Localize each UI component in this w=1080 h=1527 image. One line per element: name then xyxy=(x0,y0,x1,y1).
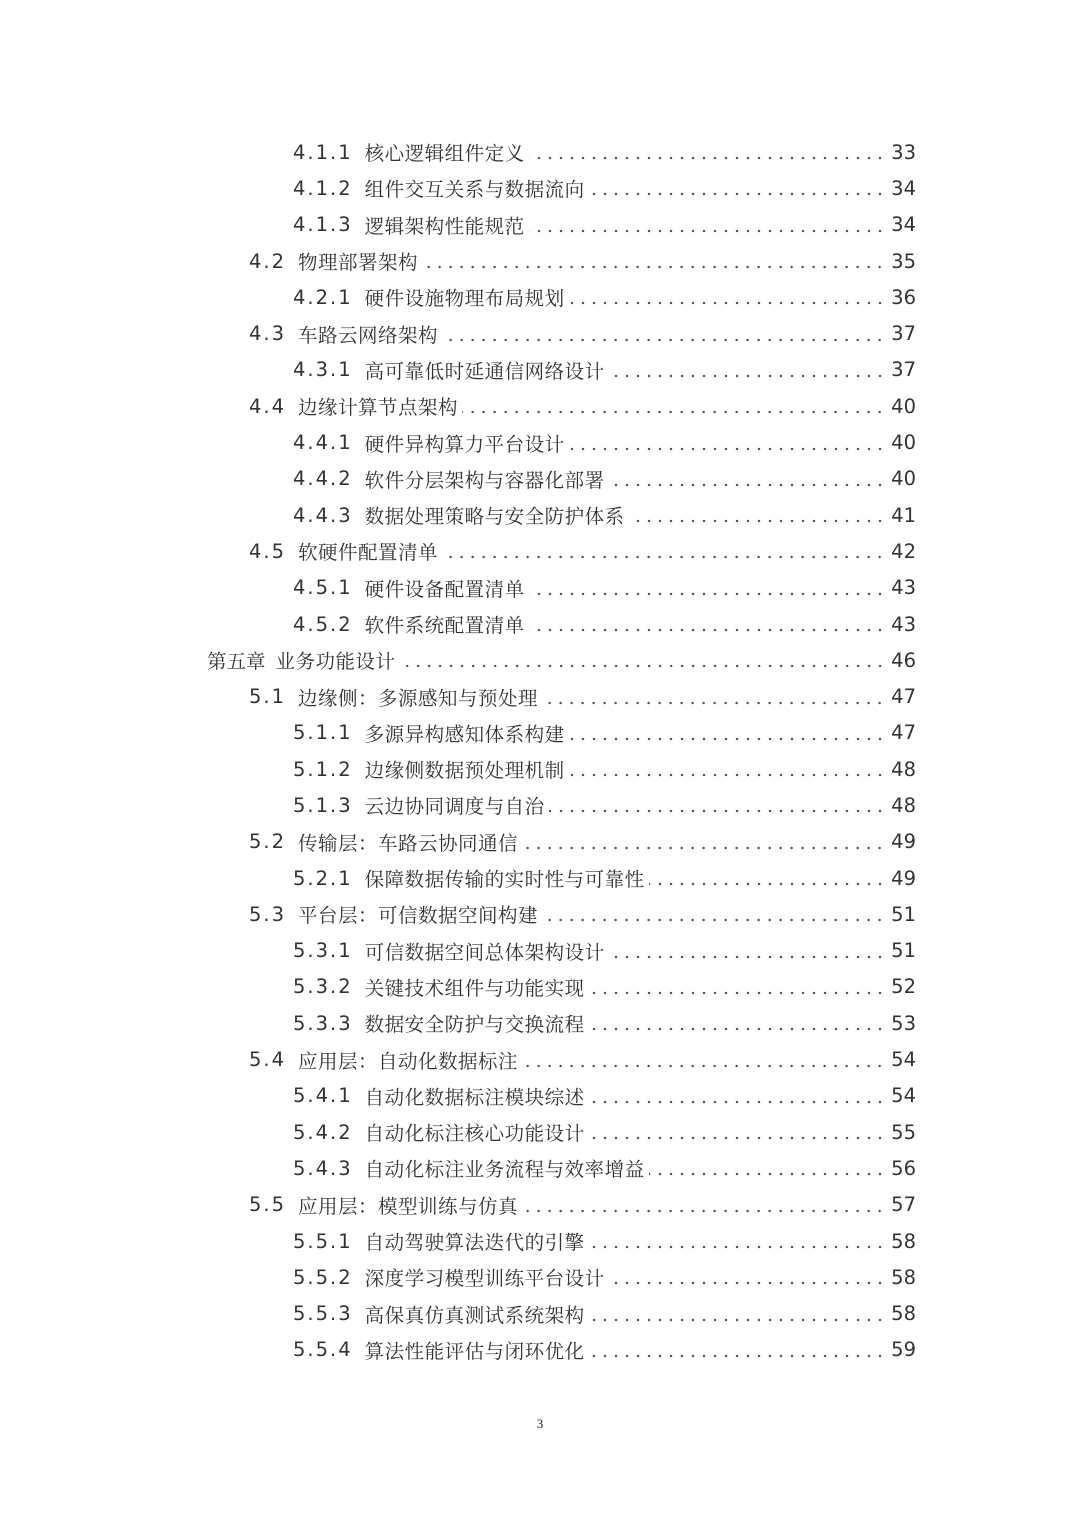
toc-entry-title: 深度学习模型训练平台设计 xyxy=(364,1267,605,1291)
toc-entry-page: 55 xyxy=(891,1120,916,1144)
toc-entry-title: 传输层：车路云协同通信 xyxy=(298,831,519,855)
toc-entry-title: 保障数据传输的实时性与可靠性 xyxy=(364,868,645,892)
toc-entry-title: 自动化标注核心功能设计 xyxy=(364,1122,585,1146)
toc-entry-title: 组件交互关系与数据流向 xyxy=(364,178,585,202)
toc-entry-title: 算法性能评估与闭环优化 xyxy=(364,1339,585,1363)
toc-entry-content xyxy=(249,388,916,424)
toc-entry-page: 47 xyxy=(891,721,916,745)
toc-entry-content xyxy=(293,424,916,460)
toc-entry-number: 4.5.2 xyxy=(293,612,353,636)
toc-entry-content xyxy=(293,969,916,1005)
toc-entry-number: 4.2 xyxy=(249,249,287,273)
toc-entry-page: 42 xyxy=(891,539,916,563)
toc-entry[interactable] xyxy=(0,1150,1080,1186)
toc-dot-leader xyxy=(542,918,885,922)
toc-entry-page: 48 xyxy=(891,757,916,781)
toc-dot-leader xyxy=(569,773,886,777)
toc-entry-content xyxy=(293,170,916,206)
toc-dot-leader xyxy=(589,1136,886,1140)
toc-entry-title: 平台层：可信数据空间构建 xyxy=(298,904,539,928)
toc-entry[interactable] xyxy=(0,207,1080,243)
toc-entry-page: 37 xyxy=(891,322,916,346)
toc-entry-number: 5.3.3 xyxy=(293,1011,353,1035)
toc-entry-title: 高可靠低时延通信网络设计 xyxy=(364,359,605,383)
toc-dot-leader xyxy=(569,447,886,451)
toc-entry-title: 高保真仿真测试系统架构 xyxy=(364,1303,585,1327)
toc-entry-content xyxy=(249,896,916,932)
toc-entry-title: 数据处理策略与安全防护体系 xyxy=(364,505,625,529)
toc-entry-number: 5.4.2 xyxy=(293,1120,353,1144)
toc-entry[interactable] xyxy=(0,860,1080,896)
toc-entry-number: 4.3 xyxy=(249,322,287,346)
toc-dot-leader xyxy=(529,628,886,632)
toc-entry-title: 自动化数据标注模块综述 xyxy=(364,1085,585,1109)
toc-entry-page: 46 xyxy=(891,648,916,672)
toc-entry-title: 逻辑架构性能规范 xyxy=(364,214,525,238)
toc-entry-number: 5.5.3 xyxy=(293,1302,353,1326)
toc-entry-title: 软件系统配置清单 xyxy=(364,614,525,637)
toc-entry-page: 33 xyxy=(891,140,916,164)
toc-entry[interactable] xyxy=(0,497,1080,533)
toc-entry-number: 4.5.1 xyxy=(293,576,353,600)
toc-dot-leader xyxy=(589,1027,886,1031)
toc-entry-page: 43 xyxy=(891,612,916,636)
toc-entry-content xyxy=(293,1259,916,1295)
toc-entry[interactable] xyxy=(0,424,1080,460)
toc-dot-leader xyxy=(442,555,885,559)
toc-entry-content xyxy=(293,860,916,896)
toc-dot-leader xyxy=(609,1281,886,1285)
toc-entry-number: 5.3.2 xyxy=(293,975,353,999)
toc-entry-title: 核心逻辑组件定义 xyxy=(364,142,525,166)
toc-entry-content xyxy=(293,1223,916,1259)
toc-entry-title: 业务功能设计 xyxy=(275,650,396,674)
toc-entry-content xyxy=(293,352,916,388)
toc-entry-content xyxy=(207,642,916,678)
toc-entry[interactable] xyxy=(0,461,1080,497)
toc-dot-leader xyxy=(589,1354,886,1358)
toc-entry-content xyxy=(249,533,916,569)
toc-entry-page: 57 xyxy=(891,1193,916,1217)
toc-entry-title: 应用层：模型训练与仿真 xyxy=(298,1194,519,1218)
toc-entry[interactable] xyxy=(0,243,1080,279)
toc-entry-number: 5.4.3 xyxy=(293,1156,353,1180)
toc-entry-page: 47 xyxy=(891,685,916,709)
toc-entry-number: 4.4 xyxy=(249,394,287,418)
toc-entry-page: 53 xyxy=(891,1011,916,1035)
toc-entry-number: 5.1.3 xyxy=(293,793,353,817)
toc-entry-content xyxy=(293,606,916,642)
toc-entry-number: 5.1.1 xyxy=(293,721,353,745)
toc-entry-title: 自动化标注业务流程与效率增益 xyxy=(364,1158,645,1182)
toc-entry[interactable] xyxy=(0,170,1080,206)
toc-entry-number: 4.3.1 xyxy=(293,358,353,382)
toc-entry-number: 4.4.2 xyxy=(293,467,353,491)
toc-dot-leader xyxy=(529,229,886,233)
toc-entry-number: 5.2 xyxy=(249,830,287,854)
toc-entry-number: 4.1.1 xyxy=(293,140,353,164)
toc-entry-page: 51 xyxy=(891,939,916,963)
toc-entry-page: 54 xyxy=(891,1048,916,1072)
toc-entry-content xyxy=(293,461,916,497)
toc-entry-content xyxy=(249,315,916,351)
toc-entry-content xyxy=(249,1187,916,1223)
toc-dot-leader xyxy=(422,265,885,269)
toc-entry-content xyxy=(249,824,916,860)
toc-dot-leader xyxy=(609,374,886,378)
toc-entry-content xyxy=(293,933,916,969)
toc-entry-title: 物理部署架构 xyxy=(298,251,419,275)
toc-entry-page: 40 xyxy=(891,431,916,455)
toc-entry[interactable] xyxy=(0,315,1080,351)
toc-dot-leader xyxy=(649,1172,886,1176)
toc-entry-page: 34 xyxy=(891,213,916,237)
toc-entry-title: 应用层：自动化数据标注 xyxy=(298,1049,519,1073)
toc-entry[interactable] xyxy=(0,896,1080,932)
toc-entry-title: 软件分层架构与容器化部署 xyxy=(364,468,605,492)
toc-entry[interactable] xyxy=(0,1259,1080,1295)
toc-entry-number: 第五章 xyxy=(207,650,266,674)
toc-entry[interactable] xyxy=(0,751,1080,787)
toc-dot-leader xyxy=(522,1209,885,1213)
toc-entry[interactable] xyxy=(0,1223,1080,1259)
toc-entry-page: 58 xyxy=(891,1302,916,1326)
toc-entry-title: 边缘侧数据预处理机制 xyxy=(364,759,565,783)
toc-entry[interactable] xyxy=(0,715,1080,751)
toc-dot-leader xyxy=(589,1100,886,1104)
toc-entry-title: 软硬件配置清单 xyxy=(298,541,439,565)
toc-entry-number: 4.1.2 xyxy=(293,176,353,200)
toc-entry-title: 可信数据空间总体架构设计 xyxy=(364,940,605,964)
toc-entry-content xyxy=(293,1296,916,1332)
toc-entry-content xyxy=(293,1078,916,1114)
toc-entry-number: 5.3 xyxy=(249,902,287,926)
toc-entry-title: 多源异构感知体系构建 xyxy=(364,722,565,746)
toc-dot-leader xyxy=(589,1245,886,1249)
toc-entry-content xyxy=(293,134,916,170)
toc-entry[interactable] xyxy=(0,134,1080,170)
toc-entry-number: 5.5.2 xyxy=(293,1265,353,1289)
toc-dot-leader xyxy=(589,1318,886,1322)
toc-dot-leader xyxy=(529,156,886,160)
toc-entry-content xyxy=(249,678,916,714)
toc-entry-page: 56 xyxy=(891,1156,916,1180)
toc-dot-leader xyxy=(542,701,885,705)
toc-entry-number: 5.5 xyxy=(249,1193,287,1217)
toc-entry-page: 58 xyxy=(891,1265,916,1289)
toc-entry-page: 40 xyxy=(891,467,916,491)
toc-entry[interactable] xyxy=(0,279,1080,315)
toc-entry-title: 云边协同调度与自治 xyxy=(364,795,545,819)
toc-entry[interactable] xyxy=(0,1296,1080,1332)
toc-entry-page: 40 xyxy=(891,394,916,418)
toc-entry-title: 边缘侧：多源感知与预处理 xyxy=(298,686,539,710)
toc-entry[interactable] xyxy=(0,388,1080,424)
toc-dot-leader xyxy=(649,882,886,886)
toc-dot-leader xyxy=(522,846,885,850)
toc-entry-title: 车路云网络架构 xyxy=(298,323,439,347)
toc-entry-number: 5.5.4 xyxy=(293,1338,353,1362)
toc-entry[interactable] xyxy=(0,678,1080,714)
toc-dot-leader xyxy=(609,955,886,959)
toc-entry-page: 58 xyxy=(891,1229,916,1253)
toc-entry[interactable] xyxy=(0,570,1080,606)
toc-dot-leader xyxy=(462,410,885,414)
toc-entry-number: 4.4.1 xyxy=(293,431,353,455)
toc-entry-number: 5.3.1 xyxy=(293,939,353,963)
toc-entry-content xyxy=(293,497,916,533)
toc-dot-leader xyxy=(400,664,886,668)
toc-entry-number: 4.4.3 xyxy=(293,503,353,527)
toc-entry[interactable] xyxy=(0,352,1080,388)
toc-entry-page: 52 xyxy=(891,975,916,999)
toc-entry-content xyxy=(293,1005,916,1041)
toc-entry-content xyxy=(293,1332,916,1368)
toc-dot-leader xyxy=(549,809,886,813)
toc-dot-leader xyxy=(442,338,885,342)
toc-entry-content xyxy=(249,1041,916,1077)
toc-entry[interactable] xyxy=(0,1078,1080,1114)
toc-entry-page: 59 xyxy=(891,1338,916,1362)
toc-entry-content xyxy=(293,207,916,243)
toc-entry[interactable] xyxy=(0,969,1080,1005)
toc-entry-page: 41 xyxy=(891,503,916,527)
toc-dot-leader xyxy=(522,1064,885,1068)
toc-entry[interactable] xyxy=(0,1332,1080,1368)
toc-entry[interactable] xyxy=(0,1187,1080,1223)
toc-dot-leader xyxy=(629,519,886,523)
toc-entry[interactable] xyxy=(0,1041,1080,1077)
toc-entry-title: 自动驾驶算法迭代的引擎 xyxy=(364,1231,585,1255)
page-number: 3 xyxy=(536,1416,544,1431)
toc-entry-content xyxy=(293,751,916,787)
toc-entry-title: 数据安全防护与交换流程 xyxy=(364,1013,585,1037)
toc-entry-number: 4.1.3 xyxy=(293,213,353,237)
toc-entry-content xyxy=(293,1114,916,1150)
toc-entry-number: 4.2.1 xyxy=(293,285,353,309)
toc-entry[interactable] xyxy=(0,606,1080,642)
toc-entry-page: 49 xyxy=(891,830,916,854)
toc-entry-page: 43 xyxy=(891,576,916,600)
toc-entry-page: 51 xyxy=(891,902,916,926)
toc-dot-leader xyxy=(569,737,886,741)
toc-entry[interactable] xyxy=(0,1005,1080,1041)
toc-entry[interactable] xyxy=(0,533,1080,569)
toc-entry-title: 硬件异构算力平台设计 xyxy=(364,432,565,456)
toc-entry-content xyxy=(249,243,916,279)
toc-entry-number: 5.1 xyxy=(249,685,287,709)
toc-dot-leader xyxy=(589,192,886,196)
toc-entry[interactable] xyxy=(0,933,1080,969)
toc-entry-title: 硬件设施物理布局规划 xyxy=(364,287,565,311)
toc-entry-page: 36 xyxy=(891,285,916,309)
toc-entry-number: 5.4 xyxy=(249,1048,287,1072)
toc-dot-leader xyxy=(589,991,886,995)
toc-entry-page: 48 xyxy=(891,793,916,817)
toc-entry-title: 边缘计算节点架构 xyxy=(298,396,459,420)
toc-entry-content xyxy=(293,570,916,606)
toc-entry-content xyxy=(293,715,916,751)
toc-entry-title: 关键技术组件与功能实现 xyxy=(364,976,585,1000)
toc-dot-leader xyxy=(609,483,886,487)
toc-entry[interactable] xyxy=(0,787,1080,823)
toc-entry-number: 5.5.1 xyxy=(293,1229,353,1253)
toc-entry[interactable] xyxy=(0,642,1080,678)
toc-entry[interactable] xyxy=(0,1114,1080,1150)
toc-entry-page: 37 xyxy=(891,358,916,382)
toc-entry-number: 5.1.2 xyxy=(293,757,353,781)
toc-dot-leader xyxy=(529,592,886,596)
toc-entry-content xyxy=(293,279,916,315)
toc-entry[interactable] xyxy=(0,824,1080,860)
toc-dot-leader xyxy=(569,301,886,305)
toc-entry-number: 5.4.1 xyxy=(293,1084,353,1108)
toc-entry-number: 4.5 xyxy=(249,539,287,563)
toc-entry-content xyxy=(293,1150,916,1186)
toc-entry-number: 5.2.1 xyxy=(293,866,353,890)
toc-entry-title: 硬件设备配置清单 xyxy=(364,577,525,601)
toc-entry-page: 49 xyxy=(891,866,916,890)
table-of-contents xyxy=(0,134,1080,1368)
toc-entry-page: 34 xyxy=(891,176,916,200)
toc-entry-page: 54 xyxy=(891,1084,916,1108)
toc-entry-content xyxy=(293,787,916,823)
toc-entry-page: 35 xyxy=(891,249,916,273)
